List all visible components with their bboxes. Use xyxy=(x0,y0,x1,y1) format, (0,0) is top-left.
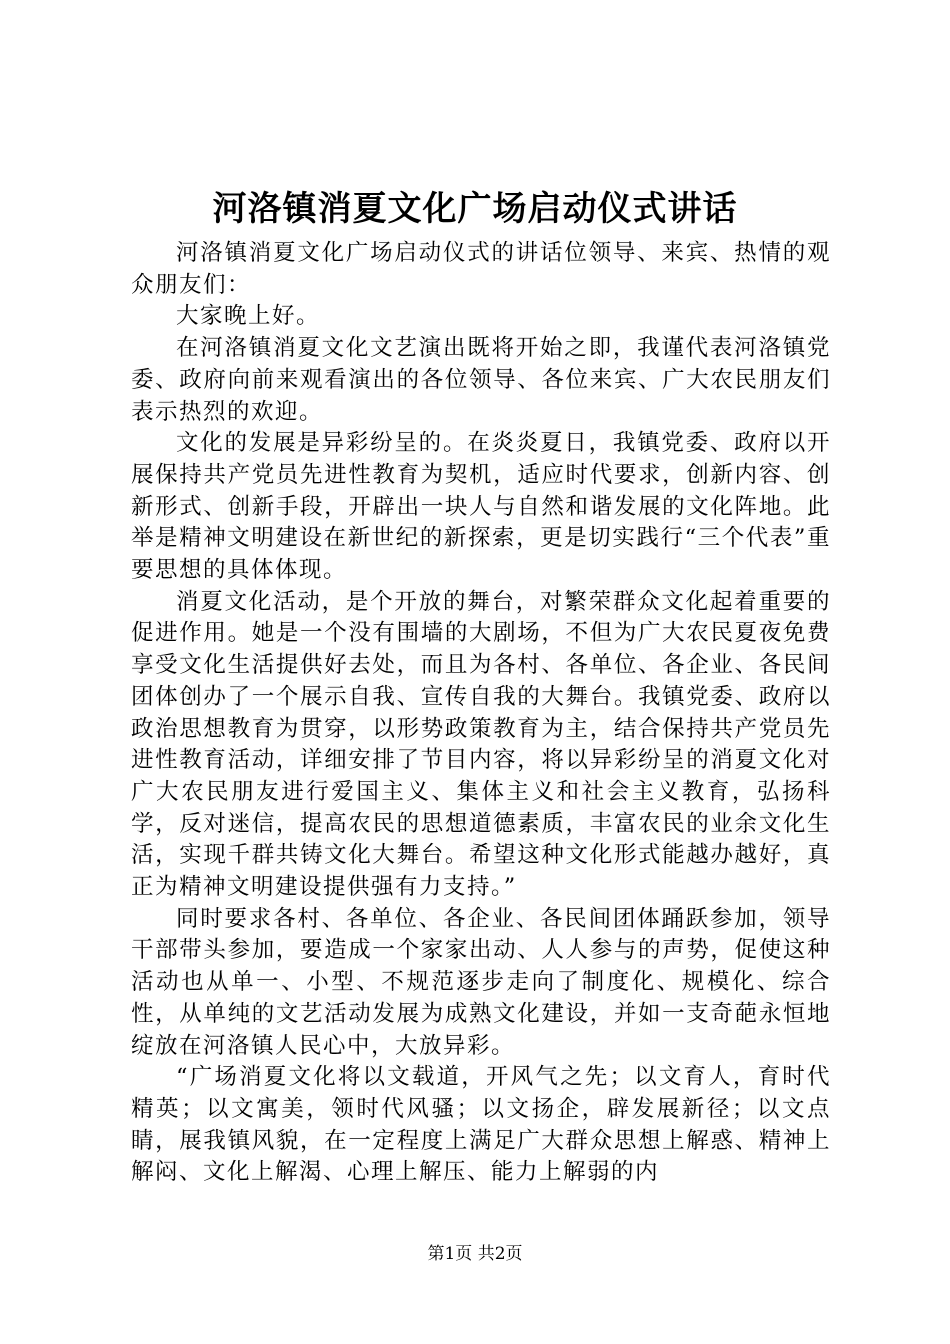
paragraph-summer-activities: 消夏文化活动，是个开放的舞台，对繁荣群众文化起着重要的促进作用。她是一个没有围墙的大剧场，不但为广大农民夏夜免费享受文化生活提供好去处，而且为各村、各单位、各企业、各民间团体创办了一个展示自我、宣传自我的大舞台。我镇党委、政府以政治思想教育为贯穿，以形势政策教育为主，结合保持共产党员先进性教育活动，详细安排了节目内容，将以异彩纷呈的消夏文化对广大农民朋友进行爱国主义、集体主义和社会主义教育，弘扬科学，反对迷信，提高农民的思想道德素质，丰富农民的业余文化生活，实现千群共铸文化大舞台。希望这种文化形式能越办越好，真正为精神文明建设提供强有力支持。” xyxy=(131,588,831,901)
paragraph-culture-development: 文化的发展是异彩纷呈的。在炎炎夏日，我镇党委、政府以开展保持共产党员先进性教育为契机，适应时代要求，创新内容、创新形式、创新手段，开辟出一块人与自然和谐发展的文化阵地。此举是精神文明建设在新世纪的新探索，更是切实践行“三个代表”重要思想的具体体现。 xyxy=(131,430,831,584)
paragraph-salutation: 河洛镇消夏文化广场启动仪式的讲话位领导、来宾、热情的观众朋友们： xyxy=(131,240,831,298)
page-indicator: 第1页 共2页 xyxy=(427,1244,523,1264)
document-body xyxy=(131,238,831,1189)
paragraph-welcome: 在河洛镇消夏文化文艺演出既将开始之即，我谨代表河洛镇党委、政府向前来观看演出的各位领导、各位来宾、广大农民朋友们表示热烈的欢迎。 xyxy=(131,335,831,425)
page-title: 河洛镇消夏文化广场启动仪式讲话 xyxy=(212,189,738,229)
paragraph-participation: 同时要求各村、各单位、各企业、各民间团体踊跃参加，领导干部带头参加，要造成一个家家出动、人人参与的声势，促使这种活动也从单一、小型、不规范逐步走向了制度化、规模化、综合性，从单纯的文艺活动发展为成熟文化建设，并如一支奇葩永恒地绽放在河洛镇人民心中，大放异彩。 xyxy=(131,905,831,1059)
paragraph-greeting: 大家晚上好。 xyxy=(176,303,321,330)
paragraph-square-culture: “广场消夏文化将以文载道，开风气之先；以文育人，育时代精英；以文寓美，领时代风骚；以文扬企，辟发展新径；以文点睛，展我镇风貌，在一定程度上满足广大群众思想上解惑、精神上解闷、文化上解渴、心理上解压、能力上解弱的内 xyxy=(131,1064,831,1186)
